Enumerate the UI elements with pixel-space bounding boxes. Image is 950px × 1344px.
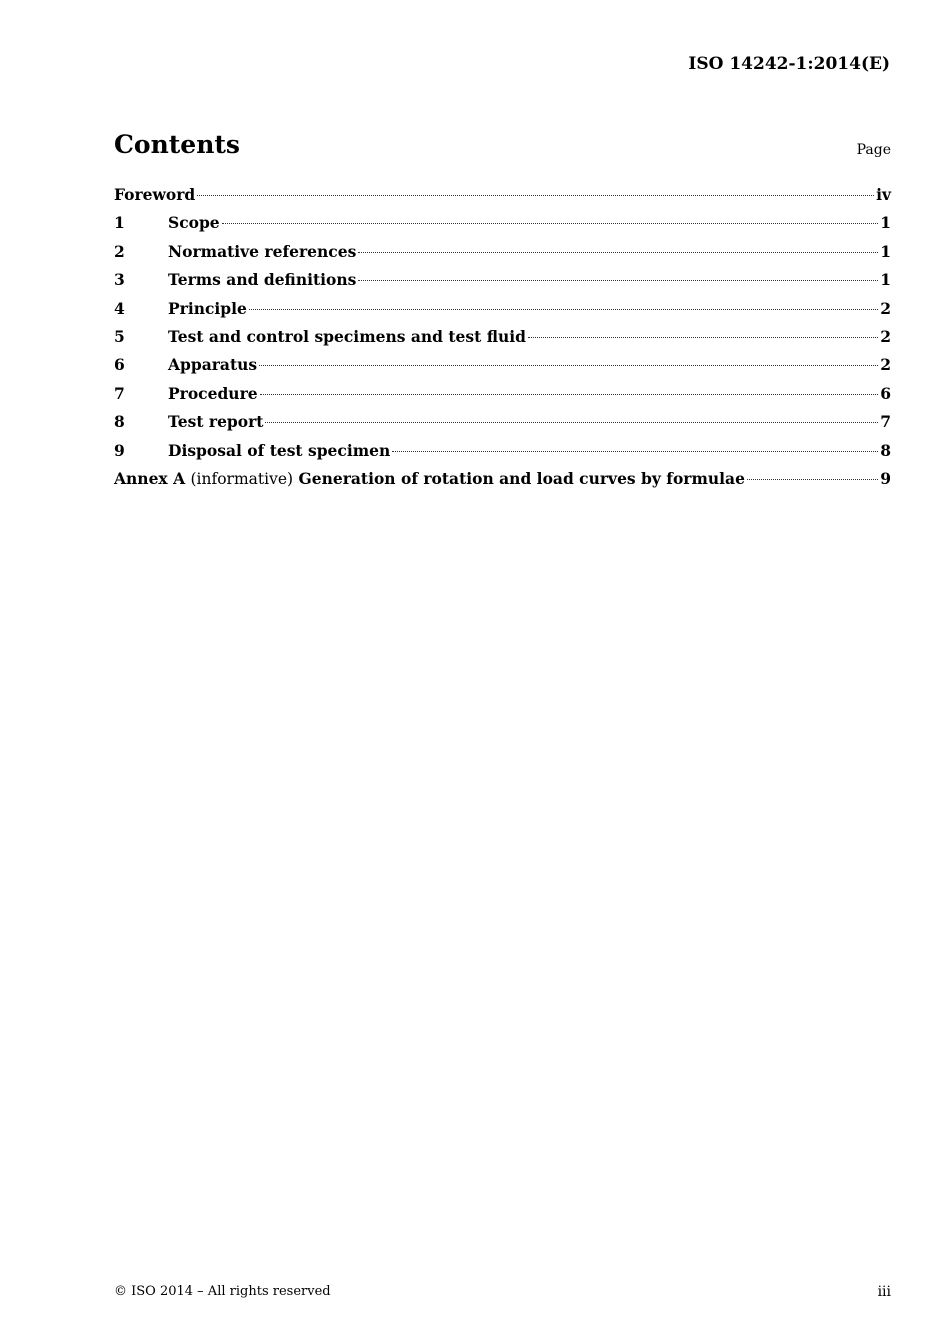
toc-entry-page: 1 <box>880 213 891 233</box>
toc-annex-label: Annex A <box>114 468 186 488</box>
toc-annex-kind: (informative) <box>190 469 294 488</box>
toc-entry-page: 2 <box>880 355 891 375</box>
toc-entry-number: 2 <box>114 241 125 261</box>
toc-entry-page: 1 <box>880 241 891 261</box>
toc-entry-page: 1 <box>880 270 891 290</box>
toc-entry-disposal[interactable] <box>114 440 891 468</box>
toc-leader-dots <box>747 479 878 480</box>
toc-leader-dots <box>249 309 878 310</box>
toc-entry-title: Principle <box>168 298 247 318</box>
toc-entry-number: 7 <box>114 383 125 403</box>
toc-entry-scope[interactable] <box>114 212 891 240</box>
toc-entry-principle[interactable] <box>114 298 891 326</box>
toc-entry-title: Test and control specimens and test fluid <box>168 326 526 346</box>
toc-leader-dots <box>260 394 879 395</box>
toc-entry-title: Test report <box>168 412 264 432</box>
toc-entry-number: 6 <box>114 355 125 375</box>
toc-leader-dots <box>197 195 874 196</box>
toc-entry-number: 5 <box>114 326 125 346</box>
toc-entry-annex-a[interactable] <box>114 468 891 496</box>
toc-entry-page: 8 <box>880 440 891 460</box>
toc-entry-test-specimens[interactable] <box>114 326 891 354</box>
toc-annex-heading <box>114 468 745 490</box>
copyright-notice: © ISO 2014 – All rights reserved <box>114 1284 331 1299</box>
toc-entry-title: Scope <box>168 213 220 233</box>
toc-annex-title: Generation of rotation and load curves by formulae <box>298 468 745 488</box>
toc-leader-dots <box>265 422 878 423</box>
toc-entry-title: Normative references <box>168 241 357 261</box>
toc-entry-number: 9 <box>114 440 125 460</box>
toc-entry-number: 3 <box>114 270 125 290</box>
toc-leader-dots <box>358 252 878 253</box>
toc-entry-title: Procedure <box>168 383 258 403</box>
toc-entry-number: 1 <box>114 213 125 233</box>
toc-entry-title: Apparatus <box>168 355 258 375</box>
contents-header <box>114 130 891 166</box>
toc-entry-page: 6 <box>880 383 891 403</box>
page-footer <box>114 1284 891 1304</box>
toc-entry-procedure[interactable] <box>114 383 891 411</box>
toc-entry-page: 9 <box>880 468 891 488</box>
toc-entry-apparatus[interactable] <box>114 354 891 382</box>
toc-entry-page: 2 <box>880 298 891 318</box>
toc-entry-page: 7 <box>880 412 891 432</box>
table-of-contents <box>114 184 891 496</box>
toc-entry-normative-references[interactable] <box>114 241 891 269</box>
toc-entry-page: 2 <box>880 326 891 346</box>
page-column-label: Page <box>856 142 891 158</box>
toc-leader-dots <box>222 223 879 224</box>
toc-entry-title: Disposal of test specimen <box>168 440 391 460</box>
toc-entry-foreword[interactable] <box>114 184 891 212</box>
contents-title: Contents <box>114 130 241 159</box>
toc-leader-dots <box>259 365 878 366</box>
document-id: ISO 14242-1:2014(E) <box>688 54 890 74</box>
toc-entry-number: 4 <box>114 298 125 318</box>
toc-leader-dots <box>392 451 878 452</box>
toc-leader-dots <box>358 280 878 281</box>
toc-entry-number: 8 <box>114 412 125 432</box>
toc-entry-page: iv <box>876 185 891 204</box>
toc-entry-title: Foreword <box>114 185 196 204</box>
toc-entry-title: Terms and definitions <box>168 270 357 290</box>
toc-entry-terms-and-definitions[interactable] <box>114 269 891 297</box>
toc-entry-test-report[interactable] <box>114 411 891 439</box>
toc-leader-dots <box>528 337 878 338</box>
page-number: iii <box>877 1284 891 1300</box>
